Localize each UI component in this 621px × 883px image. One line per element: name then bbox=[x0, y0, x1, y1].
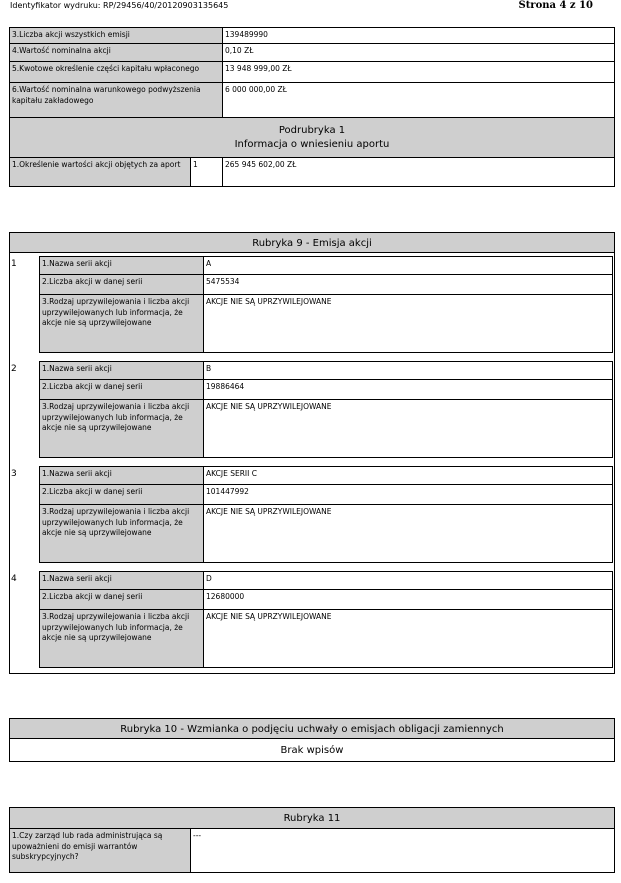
series-value-cell: 12680000 bbox=[203, 589, 613, 610]
table-value-cell: 139489990 bbox=[222, 27, 615, 44]
series-number: 3 bbox=[11, 469, 17, 479]
table-value-cell: 265 945 602,00 ZŁ bbox=[222, 157, 615, 187]
series-value-cell: AKCJE SERII C bbox=[203, 466, 613, 485]
table-value-cell: --- bbox=[190, 828, 615, 873]
rubryka-10-empty: Brak wpisów bbox=[9, 738, 615, 762]
series-value-cell: D bbox=[203, 571, 613, 590]
series-value-cell: AKCJE NIE SĄ UPRZYWILEJOWANE bbox=[203, 504, 613, 563]
series-label-cell: 1.Nazwa serii akcji bbox=[39, 466, 204, 485]
series-label-cell: 1.Nazwa serii akcji bbox=[39, 361, 204, 380]
series-value-cell: 5475534 bbox=[203, 274, 613, 295]
series-value-cell: AKCJE NIE SĄ UPRZYWILEJOWANE bbox=[203, 609, 613, 668]
series-value-cell: 19886464 bbox=[203, 379, 613, 400]
series-label-cell: 2.Liczba akcji w danej serii bbox=[39, 484, 204, 505]
table-label-cell: 5.Kwotowe określenie części kapitału wpłaconego bbox=[9, 61, 223, 83]
table-value-cell: 6 000 000,00 ZŁ bbox=[222, 82, 615, 118]
series-value-cell: AKCJE NIE SĄ UPRZYWILEJOWANE bbox=[203, 294, 613, 353]
series-label-cell: 3.Rodzaj uprzywilejowania i liczba akcji uprzywilejowanych lub informacja, że akcje nie są uprzywilejowane bbox=[39, 294, 204, 353]
series-number: 2 bbox=[11, 364, 17, 374]
series-label-cell: 2.Liczba akcji w danej serii bbox=[39, 274, 204, 295]
table-label-cell: 4.Wartość nominalna akcji bbox=[9, 43, 223, 62]
series-number: 4 bbox=[11, 574, 17, 584]
series-value-cell: A bbox=[203, 256, 613, 275]
table-number-cell: 1 bbox=[190, 157, 223, 187]
table-label-cell: 1.Czy zarząd lub rada administrująca są upoważnieni do emisji warrantów subskrypcyjnych? bbox=[9, 828, 191, 873]
podrubryka-subtitle: Informacja o wniesieniu aportu bbox=[234, 139, 390, 150]
table-label-cell: 3.Liczba akcji wszystkich emisji bbox=[9, 27, 223, 44]
series-value-cell: 101447992 bbox=[203, 484, 613, 505]
podrubryka-header bbox=[9, 117, 615, 158]
table-label-cell: 1.Określenie wartości akcji objętych za aport bbox=[9, 157, 191, 187]
print-identifier: Identyfikator wydruku: RP/29456/40/20120903135645 bbox=[10, 1, 229, 10]
series-value-cell: B bbox=[203, 361, 613, 380]
series-label-cell: 2.Liczba akcji w danej serii bbox=[39, 589, 204, 610]
series-label-cell: 3.Rodzaj uprzywilejowania i liczba akcji uprzywilejowanych lub informacja, że akcje nie są uprzywilejowane bbox=[39, 504, 204, 563]
page-number: Strona 4 z 10 bbox=[518, 0, 593, 11]
series-value-cell: AKCJE NIE SĄ UPRZYWILEJOWANE bbox=[203, 399, 613, 458]
series-label-cell: 3.Rodzaj uprzywilejowania i liczba akcji uprzywilejowanych lub informacja, że akcje nie są uprzywilejowane bbox=[39, 609, 204, 668]
rubryka-9-title: Rubryka 9 - Emisja akcji bbox=[9, 232, 615, 253]
table-label-cell: 6.Wartość nominalna warunkowego podwyższenia kapitału zakładowego bbox=[9, 82, 223, 118]
rubryka-11-title: Rubryka 11 bbox=[9, 807, 615, 829]
table-value-cell: 13 948 999,00 ZŁ bbox=[222, 61, 615, 83]
series-label-cell: 3.Rodzaj uprzywilejowania i liczba akcji uprzywilejowanych lub informacja, że akcje nie są uprzywilejowane bbox=[39, 399, 204, 458]
series-label-cell: 1.Nazwa serii akcji bbox=[39, 571, 204, 590]
table-value-cell: 0,10 ZŁ bbox=[222, 43, 615, 62]
series-label-cell: 1.Nazwa serii akcji bbox=[39, 256, 204, 275]
rubryka-10-title: Rubryka 10 - Wzmianka o podjęciu uchwały o emisjach obligacji zamiennych bbox=[9, 718, 615, 739]
series-number: 1 bbox=[11, 259, 17, 269]
series-label-cell: 2.Liczba akcji w danej serii bbox=[39, 379, 204, 400]
podrubryka-title: Podrubryka 1 bbox=[278, 125, 346, 136]
